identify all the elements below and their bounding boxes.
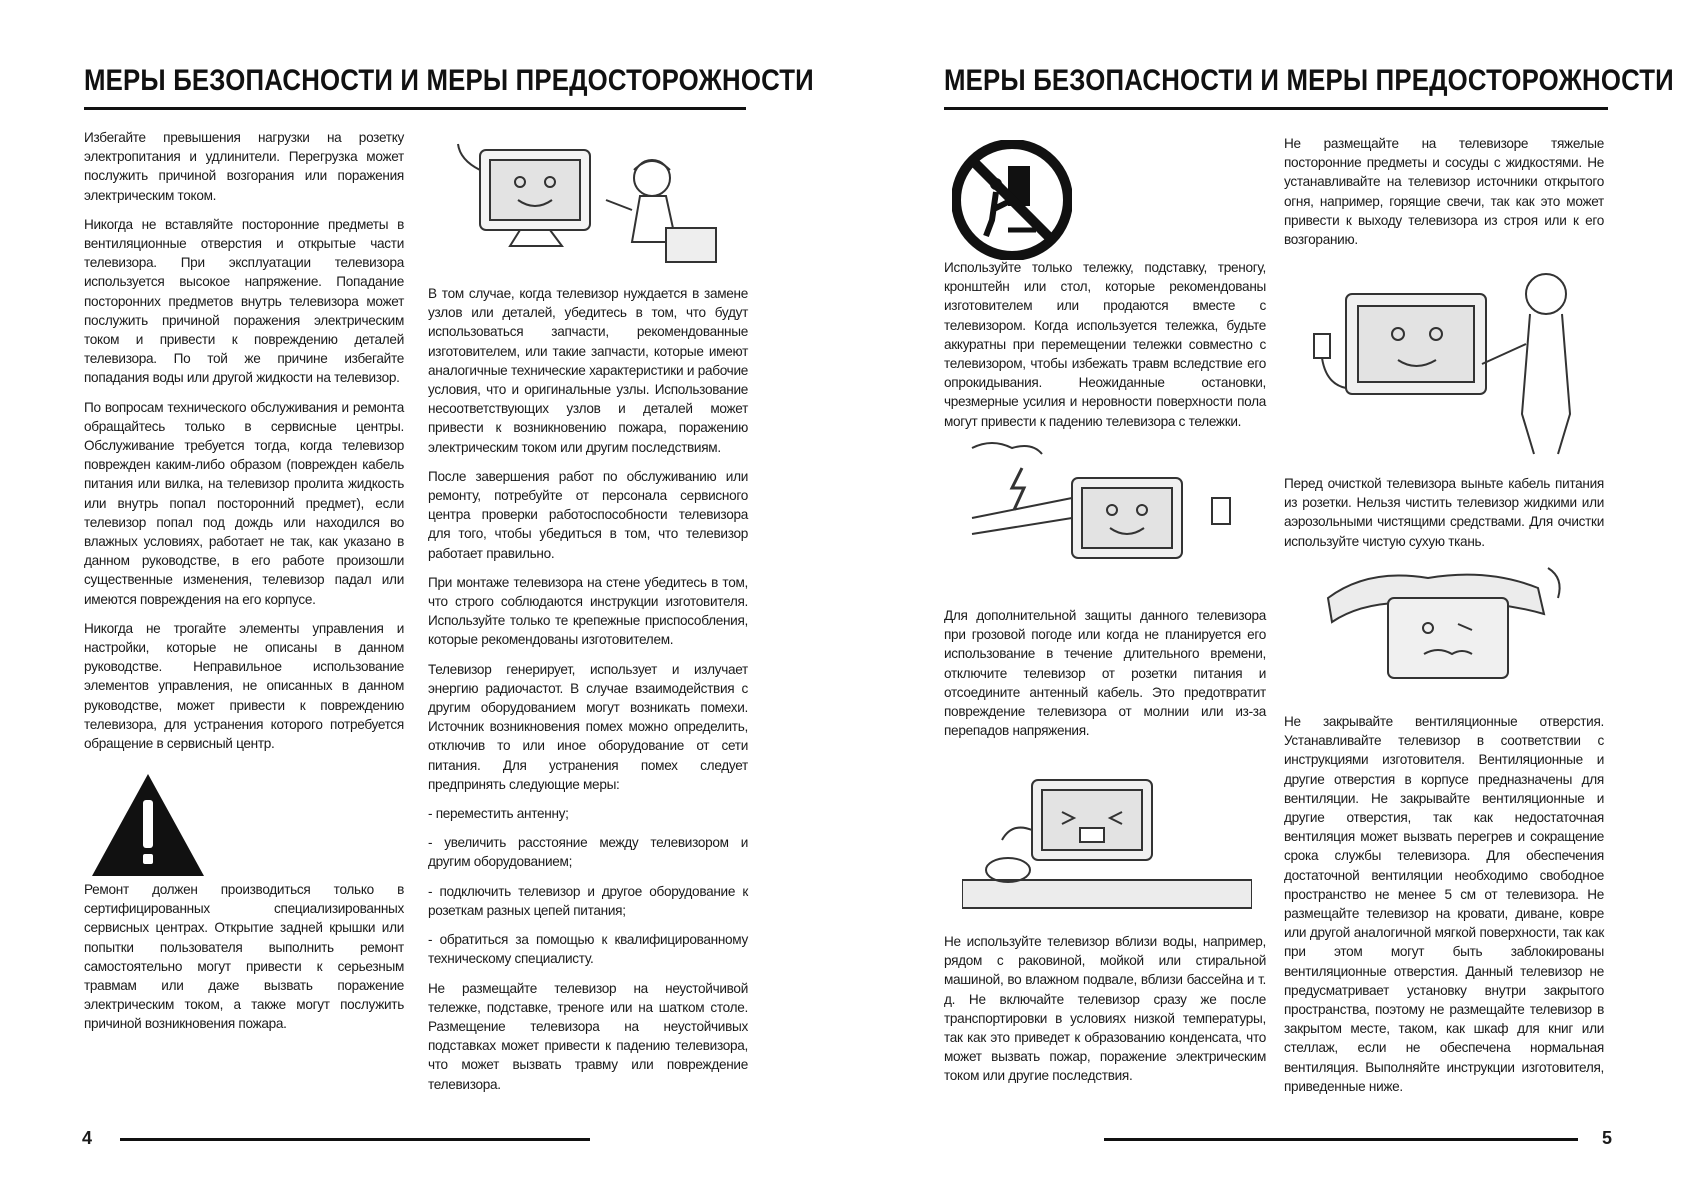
paragraph: Избегайте превышения нагрузки на розетку электропитания и удлинители. Перегрузка может послужить причиной возгорания или поражения электрическим током. [84,130,404,203]
paragraph: Используйте только тележку, подставку, треногу, кронштейн или стол, которые рекомендованы изготовителем или продаются вместе с телевизором. Когда используется тележка, будьте аккуратны при перемещении тележки совместно с телевизором, чтобы избежать травм вследствие его опрокидывания. Неожиданные остановки, чрезмерные усилия и неровности поверхности пола могут привести к падению телевизора с тележки. [944,260,1266,429]
page-number: 4 [82,1128,93,1148]
tv-unplug-illustration [1286,264,1606,464]
title-underline [944,107,1608,110]
paragraph: Не используйте телевизор вблизи воды, например, рядом с раковиной, мойкой или стиральной машиной, во влажном подвале, вблизи бассейна и т. д. Не включайте телевизор сразу же после транспортировки в условиях низкой температуры, так как это приведет к образованию конденсата, что может вызвать пожар, поражение электрическим током или другие последствия. [944,934,1266,1084]
page-title: МЕРЫ БЕЗОПАСНОСТИ И МЕРЫ ПРЕДОСТОРОЖНОСТИ [84,64,814,97]
right-column-1-b [944,606,1266,750]
lightning-storm-illustration [962,438,1252,578]
footer-rule [1104,1138,1578,1141]
tv-repairman-illustration [440,130,730,270]
right-page [842,0,1684,1190]
paragraph: Ремонт должен производиться только в сертифицированных специализированных сервисных центрах. Открытие задней крышки или попытки пользователя выполнить ремонт самостоятельно могут привести к серьезным травмам или даже вызвать поражение электрическим током, а также могут послужить причиной возникновения пожара. [84,882,404,1032]
paragraph: Не размещайте на телевизоре тяжелые посторонние предметы и сосуды с жидкостями. Не устанавливайте на телевизор источники открытого огня, например, горящие свечи, так как это может привести к выходу телевизора из строя или к его возгоранию. [1284,136,1604,248]
left-column-1 [84,128,404,763]
title-underline [84,107,746,110]
right-column-2-b [1284,474,1604,561]
paragraph: - обратиться за помощью к квалифицированному техническому специалисту. [428,932,748,967]
paragraph: Никогда не трогайте элементы управления и настройки, которые не описаны в данном руководстве. Неправильное использование элементов управления, не описанных в данном руководстве, может привести к повреждению телевизора, для устранения которого потребуется обращение в сервисный центр. [84,620,404,752]
paragraph: Перед очисткой телевизора выньте кабель питания из розетки. Нельзя чистить телевизор жидкими или аэрозольными чистящими средствами. Для очистки используйте чистую сухую ткань. [1284,476,1604,549]
left-column-2 [428,284,748,1104]
warning-triangle-icon [88,770,208,880]
right-column-1-c [944,932,1266,1096]
paragraph: Телевизор генерирует, использует и излучает энергию радиочастот. В случае взаимодействия с другим оборудованием могут возникать помехи. Источник возникновения помех можно определить, отключив то или иное оборудование от сети питания. Для устранения помех следует предпринять следующие меры: [428,661,748,792]
paragraph: По вопросам технического обслуживания и ремонта обращайтесь только в сервисные центры. Обслуживание требуется тогда, когда телевизор поврежден каким-либо образом (поврежден кабель питания или вилка, на телевизор пролита жидкость или внутрь попал посторонний предмет), если телевизор попал под дождь или находился во влажных условиях, работает не так, как указано в данном руководстве, в его работе произошли существенные изменения, телевизор падал или имеются повреждения на его корпусе. [84,399,404,607]
left-column-1-bottom [84,880,404,1044]
paragraph: Никогда не вставляйте посторонние предметы в вентиляционные отверстия и открытые части телевизора. При эксплуатации телевизора используется высокое напряжение. Попадание посторонних предметов внутрь телевизора может послужить причиной поражения электрическим током и привести к повреждению деталей телевизора. По той же причине избегайте попадания воды или другой жидкости на телевизор. [84,216,404,386]
page-number: 5 [1602,1128,1613,1148]
paragraph: Для дополнительной защиты данного телевизора при грозовой погоде или когда не планируется его использование в течение длительного времени, отключите телевизор от розетки питания и отсоедините антенный кабель. Это предотвратит повреждение телевизора от молнии или из-за перепадов напряжения. [944,608,1266,739]
page-title: МЕРЫ БЕЗОПАСНОСТИ И МЕРЫ ПРЕДОСТОРОЖНОСТИ [944,64,1674,97]
right-column-2-a [1284,134,1604,259]
paragraph: - увеличить расстояние между телевизором и другим оборудованием; [428,835,748,870]
right-column-1-a [944,258,1266,441]
paragraph: После завершения работ по обслуживанию или ремонту, потребуйте от персонала сервисного центра проверки работоспособности телевизора для того, чтобы убедиться в том, что телевизор работает правильно. [428,468,748,561]
footer-rule [120,1138,590,1141]
paragraph: В том случае, когда телевизор нуждается в замене узлов или деталей, убедитесь в том, что будут использоваться запчасти, рекомендованные изготовителем, или такие запчасти, которые имеют аналогичные технические характеристики и рабочие условия, что и оригинальные узлы. Использование несоответствующих узлов и деталей может привести к возникновению пожара, поражению электрическим током или другим последствиям. [428,286,748,455]
paragraph: - переместить антенну; [428,806,569,822]
paragraph: При монтаже телевизора на стене убедитесь в том, что строго соблюдаются инструкции изготовителя. Используйте только те крепежные приспособления, которые рекомендованы изготовителем. [428,574,748,648]
tv-near-water-illustration [962,760,1252,910]
paragraph: Не размещайте телевизор на неустойчивой тележке, подставке, треноге или на шатком столе. Размещение телевизора на неустойчивых подставках может привести к падению телевизора, что может вызвать травму или повреждение телевизора. [428,980,748,1092]
right-column-2-c [1284,712,1604,1106]
paragraph: Не закрывайте вентиляционные отверстия. Устанавливайте телевизор в соответствии с инструкциями изготовителя. Вентиляционные и другие отверстия в корпусе предназначены для вентиляции. Не закрывайте вентиляционные и другие отверстия, так как недостаточная вентиляция может вызвать перегрев и сокращение срока службы телевизора. Для обеспечения достаточной вентиляции необходимо свободное пространство не менее 5 см от телевизора. Не размещайте телевизор на кровати, диване, ковре или другой аналогичной мягкой поверхности, так как при этом могут быть заблокированы вентиляционные отверстия. Данный телевизор не предусматривает установку внутри закрытого пространства, поэтому не размещайте телевизор в закрытом месте, таком, как шкаф для книг или стеллаж, если не обеспечена нормальная вентиляция. Выполняйте инструкции изготовителя, приведенные ниже. [1284,714,1604,1094]
tv-covered-illustration [1308,558,1598,698]
no-cart-tip-icon [952,140,1072,260]
paragraph: - подключить телевизор и другое оборудование к розеткам разных цепей питания; [428,883,748,918]
